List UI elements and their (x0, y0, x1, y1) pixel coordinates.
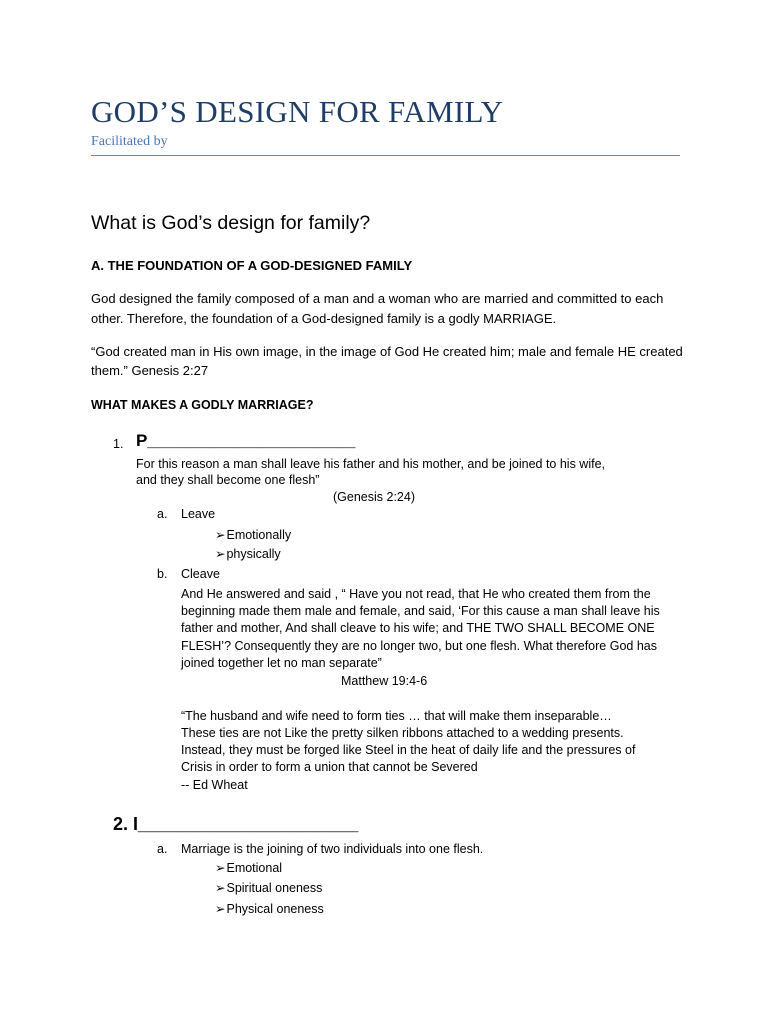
bullet-text: Emotional (226, 861, 283, 875)
quote-line: beginning made them male and female, and said, ‘For this cause a man shall leave his (181, 604, 660, 618)
quote-line: them.” Genesis 2:27 (91, 363, 209, 378)
section-question: What is God’s design for family? (91, 212, 371, 234)
verse-line: and they shall become one flesh” (136, 473, 320, 487)
sub-item-leave: Leave (181, 507, 216, 521)
wheat-quote-line: Instead, they must be forged like Steel in the heat of daily life and the pressures of (181, 743, 636, 757)
verse-reference: (Genesis 2:24) (333, 490, 415, 504)
bullet-item (215, 860, 282, 876)
sub-item-marker: a. (157, 842, 168, 856)
title-divider (91, 155, 680, 156)
quote-line: FLESH’? Consequently they are no longer two, but one flesh. What therefore God has (181, 639, 657, 653)
paragraph-line: other. Therefore, the foundation of a God-designed family is a godly MARRIAGE. (91, 311, 557, 326)
wheat-quote-line: “The husband and wife need to form ties … that will make them inseparable… (181, 709, 612, 723)
quote-line: joined together let no man separate” (181, 656, 382, 670)
godly-marriage-heading: WHAT MAKES A GODLY MARRIAGE? (91, 398, 314, 412)
item-2-label: 2. I______________________ (113, 814, 359, 834)
page-subtitle: Facilitated by (91, 134, 168, 149)
bullet-text: Emotionally (226, 528, 292, 542)
section-a-heading: A. THE FOUNDATION OF A GOD-DESIGNED FAMILY (91, 258, 413, 273)
wheat-quote-line: Crisis in order to form a union that cannot be Severed (181, 760, 478, 774)
item-1-number: 1. (113, 437, 124, 451)
paragraph-line: God designed the family composed of a man and a woman who are married and committed to each (91, 291, 664, 306)
bullet-text: Physical oneness (226, 902, 324, 916)
sub-item-text: Marriage is the joining of two individuals into one flesh. (181, 842, 484, 856)
bullet-item (215, 901, 324, 917)
arrow-bullet-icon: ➢ (215, 902, 226, 916)
quote-line: father and mother, And shall cleave to his wife; and THE TWO SHALL BECOME ONE (181, 621, 655, 635)
sub-item-marker: b. (157, 567, 168, 581)
bullet-item (215, 546, 281, 562)
bullet-text: Spiritual oneness (226, 881, 323, 895)
arrow-bullet-icon: ➢ (215, 528, 226, 542)
quote-line: And He answered and said , “ Have you not read, that He who created them from the (181, 587, 651, 601)
sub-item-cleave: Cleave (181, 567, 220, 581)
wheat-quote-line: These ties are not Like the pretty silken ribbons attached to a wedding presents. (181, 726, 624, 740)
arrow-bullet-icon: ➢ (215, 881, 226, 895)
bullet-item (215, 527, 291, 543)
sub-item-marker: a. (157, 507, 168, 521)
bullet-text: physically (226, 547, 281, 561)
page-title: GOD’S DESIGN FOR FAMILY (91, 94, 504, 129)
verse-line: For this reason a man shall leave his father and his mother, and be joined to his wife, (136, 457, 606, 471)
bullet-item (215, 880, 322, 896)
item-1-label: P______________________ (136, 431, 356, 450)
arrow-bullet-icon: ➢ (215, 861, 226, 875)
arrow-bullet-icon: ➢ (215, 547, 226, 561)
quote-line: “God created man in His own image, in the image of God He created him; male and female HE created (91, 344, 683, 359)
wheat-quote-attribution: -- Ed Wheat (181, 778, 248, 792)
quote-reference: Matthew 19:4-6 (341, 674, 428, 688)
